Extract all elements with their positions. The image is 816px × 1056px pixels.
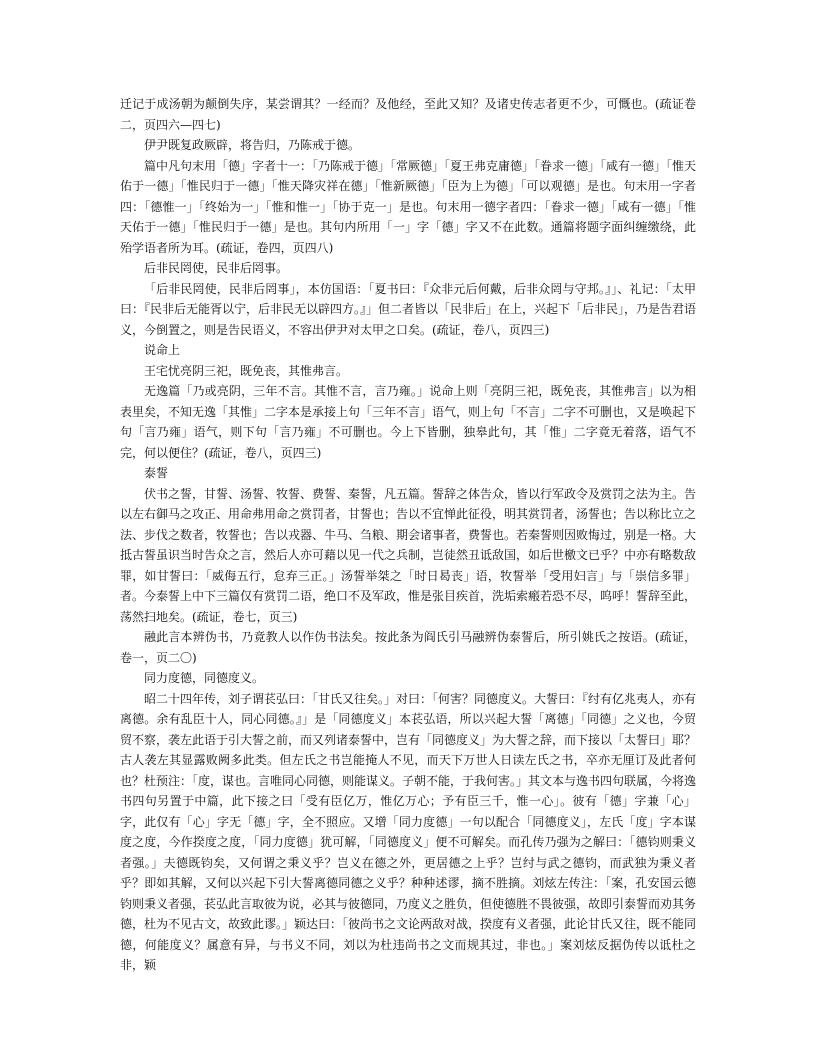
- quoted-text: 伊尹既复政厥辟，将告归，乃陈戒于德。: [144, 138, 361, 152]
- section-heading: 泰誓: [144, 466, 169, 480]
- paragraph-continuation: 迁记于成汤朝为颠倒失序，某尝谓其？一经而？及他经，至此又知？及诸史传志者更不少，可慨也。(疏证卷二，页四六—四七): [120, 97, 696, 132]
- paragraph: 无逸篇「乃或亮阴，三年不言。其惟不言，言乃雍。」说命上则「亮阴三祀，既免丧，其惟弗言」以为相表里矣，不知无逸「其惟」二字本是承接上句「三年不言」语气，则上句「不言」二字不可删也，又是唤起下句「言乃雍」语气，则下句「言乃雍」不可删也。今上下皆删，独皋此句，其「惟」二字竟无着落，语气不完，何以便住？(疏证，卷八，页四三): [120, 384, 697, 460]
- paragraph: 昭二十四年传，刘子谓苌弘曰：「甘氏又往矣。」对曰：「何害？同德度义。大誓曰：『纣有亿兆夷人，亦有离德。余有乱臣十人，同心同德。』」是「同德度义」本苌弘语，所以兴起大誓「离德」「同德」之义也，今贸贸不察，袭左此语于引大誓之前，而又列诸泰誓中，岂有「同德度义」为大誓之辞，而下接以「太誓曰」耶？古人袭左其显露败阙多此类。但左氏之书岂能掩人不见，而天下万世人日读左氏之书，卒亦无厘订及此者何也？杜预注：「度，谋也。言唯同心同德，则能谋义。子朝不能，于我何害。」其文本与逸书四句联属，今将逸书四句另置于中篇，此下接之曰「受有臣亿万，惟亿万心；予有臣三千，惟一心」。彼有「德」字兼「心」字，此仅有「心」字无「德」字，全不照应。又增「同力度德」一句以配合「同德度义」，左氏「度」字本谋度之度，今作揆度之度，「同力度德」犹可解，「同德度义」便不可解矣。而孔传乃强为之解曰：「德钧则秉义者强。」夫德既钧矣，又何谓之秉义乎？岂义在德之外，更居德之上乎？岂纣与武之德钧，而武独为秉义者乎？即如其解，又何以兴起下引大誓离德同德之义乎？种种述谬，摘不胜摘。刘炫左传注：「案，孔安国云德钧则秉义者强，苌弘此言取彼为说，必其与彼德同，乃度义之胜负，但使德胜不畏彼强，故即引泰誓而劝其务德，杜为不见古文，故致此谬。」颖达曰：「彼尚书之文论两敌对战，揆度有义者强，此论甘氏又往，既不能同德，何能度义？属意有异，与书义不同，刘以为杜违尚书之文而规其过，非也。」案刘炫反据伪传以诋杜之非，颖: [120, 691, 697, 972]
- paragraph: 篇中凡句末用「德」字者十一：「乃陈戒于德」「常厥德」「夏王弗克庸德」「眷求一德」「咸有一德」「惟天佑于一德」「惟民归于一德」「惟天降灾祥在德」「惟新厥德」「臣为上为德」「可以观德」是也。句末用一字者四：「德惟一」「终始为一」「惟和惟一」「协于克一」是也。句末用一德字者四：「眷求一德」「咸有一德」「惟天佑于一德」「惟民归于一德」是也。其句内所用「一」字「德」字又不在此数。通篇将题字面纠缠缴绕，此殆学语者所为耳。(疏证，卷四，页四八): [120, 158, 697, 255]
- paragraph: 融此言本辨伪书，乃竟教人以作伪书法矣。按此条为阎氏引马融辨伪泰誓后，所引姚氏之按语。(疏证，卷一，页二〇): [120, 630, 696, 665]
- paragraph: 伏书之誓，甘誓、汤誓、牧誓、费誓、秦誓，凡五篇。誓辞之体告众，皆以行军政令及赏罚之法为主。告以左右御马之攻正、用命弗用命之赏罚者，甘誓也；告以不宜惮此征役，明其赏罚者，汤誓也；告以称比立之法、步伐之数者，牧誓也；告以戎器、牛马、刍粮、期会诸事者，费誓也。若秦誓则因败悔过，别是一格。大抵古誓虽识当时告众之言，然后人亦可藉以见一代之兵制，岂徒然丑诋敌国，如后世檄文已乎？中亦有略数敌罪，如甘誓曰：「威侮五行，怠弃三正。」汤誓举桀之「时日曷丧」语，牧誓举「受用妇言」与「崇信多罪」者。今泰誓上中下三篇仅有赏罚二语，绝口不及军政，惟是张目疾首，洗垢索瘢若恐不尽，呜呼！誓辞至此，荡然扫地矣。(疏证，卷七，页三): [120, 486, 697, 624]
- quoted-text: 王宅忧亮阴三祀，既免丧，其惟弗言。: [144, 363, 349, 378]
- quoted-text: 同力度德，同德度义。: [144, 671, 265, 685]
- quoted-text: 后非民罔使，民非后罔事。: [144, 261, 289, 275]
- section-heading: 说命上: [144, 343, 181, 357]
- document-page: [120, 94, 696, 976]
- paragraph: 「后非民罔使，民非后罔事」，本仿国语：「夏书曰：『众非元后何戴，后非众罔与守邦。』」、礼记：「太甲曰：『民非后无能胥以宁，后非民无以辟四方。』」但二者皆以「民非后」在上，兴起下「后非民」，乃是告君语义，今倒置之，则是告民语义，不容出伊尹对太甲之口矣。(疏证，卷八，页四三): [120, 281, 697, 337]
